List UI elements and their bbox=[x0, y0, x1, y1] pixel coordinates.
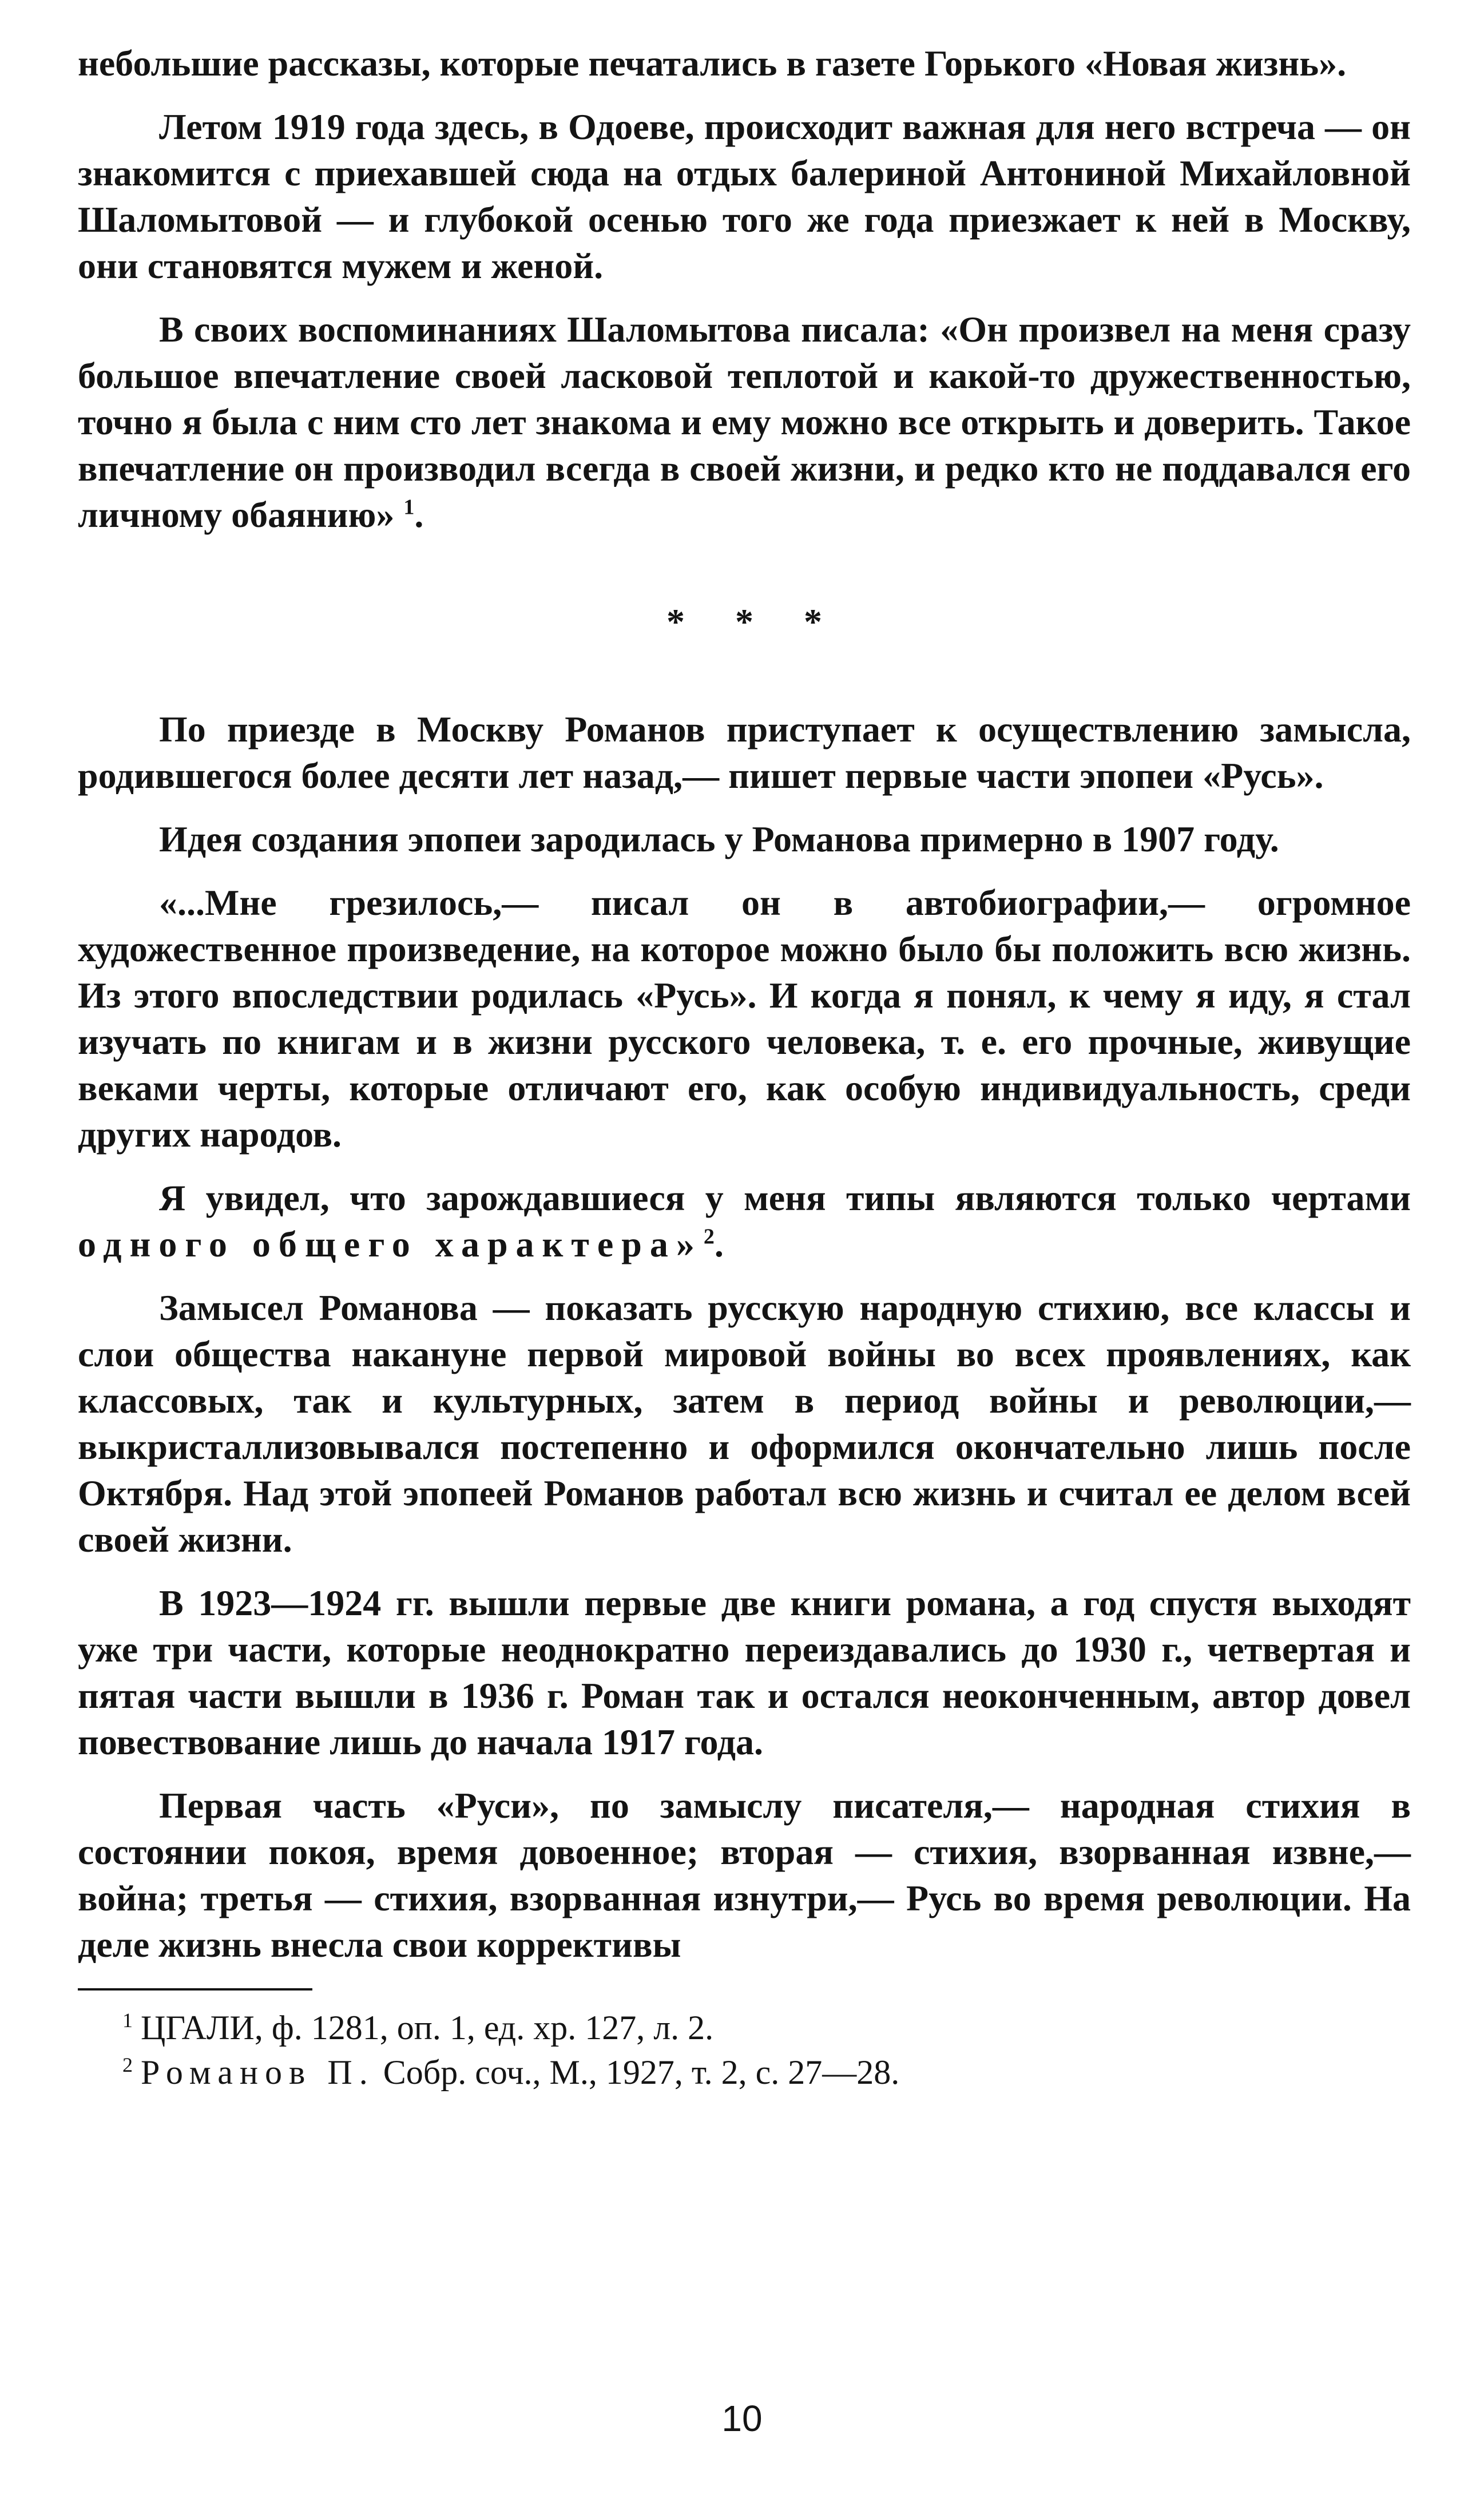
footnote-ref-2[interactable]: 2 bbox=[703, 1224, 715, 1249]
paragraph-1-text: небольшие рассказы, которые печатались в газете Горького «Новая жизнь». bbox=[78, 43, 1347, 84]
page-number: 10 bbox=[721, 2398, 763, 2439]
paragraph-10-text: Первая часть «Руси», по замыслу писателя,— народная стихия в состоянии покоя, время довоенное; вторая — стихия, взорванная извне,— война; третья — стихия, взорванная изнутри,— Русь во время революции. На деле жизнь внесла свои коррективы bbox=[78, 1785, 1411, 1965]
footnote-1 bbox=[78, 2005, 1411, 2050]
paragraph-3 bbox=[78, 306, 1411, 538]
paragraph-7-tail: . bbox=[714, 1224, 724, 1264]
paragraph-8 bbox=[78, 1284, 1411, 1563]
footnote-divider bbox=[78, 1988, 312, 1991]
paragraph-4 bbox=[78, 706, 1411, 799]
page-body bbox=[78, 40, 1411, 2095]
paragraph-1 bbox=[78, 40, 1411, 86]
paragraph-3-end: . bbox=[414, 494, 424, 535]
paragraph-5-text: Идея создания эпопеи зародилась у Романова примерно в 1907 году. bbox=[159, 819, 1279, 859]
paragraph-3-text: В своих воспоминаниях Шаломытова писала: «Он произвел на меня сразу большое впечатление своей ласковой теплотой и какой-то дружественностью, точно я была с ним сто лет знакома и ему можно все открыть и доверить. Такое впечатление он производил всегда в своей жизни, и редко кто не поддавался его личному обаянию» bbox=[78, 309, 1411, 535]
paragraph-7-emphasis: одного общего характера bbox=[78, 1224, 676, 1264]
paragraph-8-text: Замысел Романова — показать русскую народную стихию, все классы и слои общества накануне первой мировой войны во всех проявлениях, как классовых, так и культурных, затем в период войны и революции,— выкристаллизовывался постепенно и оформился окончательно лишь после Октября. Над этой эпопеей Романов работал всю жизнь и считал ее делом всей своей жизни. bbox=[78, 1287, 1411, 1560]
paragraph-7-start: Я увидел, что зарождавшиеся у меня типы являются только чертами bbox=[159, 1177, 1411, 1218]
paragraph-7-quote-end: » bbox=[676, 1224, 695, 1264]
footnote-ref-1[interactable]: 1 bbox=[403, 495, 415, 520]
paragraph-9-text: В 1923—1924 гг. вышли первые две книги романа, а год спустя выходят уже три части, которые неоднократно переиздавались до 1930 г., четвертая и пятая части вышли в 1936 г. Роман так и остался неоконченным, автор довел повествование лишь до начала 1917 года. bbox=[78, 1583, 1411, 1762]
paragraph-6 bbox=[78, 879, 1411, 1157]
paragraph-5 bbox=[78, 816, 1411, 862]
paragraph-10 bbox=[78, 1782, 1411, 1968]
paragraph-7 bbox=[78, 1175, 1411, 1267]
paragraph-9 bbox=[78, 1580, 1411, 1765]
section-separator: * * * bbox=[666, 601, 843, 642]
footnote-1-text: ЦГАЛИ, ф. 1281, оп. 1, ед. хр. 127, л. 2. bbox=[141, 2009, 714, 2047]
footnote-2-number: 2 bbox=[122, 2053, 133, 2076]
paragraph-4-text: По приезде в Москву Романов приступает к осуществлению замысла, родившегося более десяти лет назад,— пишет первые части эпопеи «Русь». bbox=[78, 709, 1411, 796]
footnote-2 bbox=[78, 2050, 1411, 2095]
footnote-2-author: Романов П. bbox=[141, 2053, 375, 2091]
paragraph-2 bbox=[78, 104, 1411, 289]
paragraph-6-text: «...Мне грезилось,— писал он в автобиографии,— огромное художественное произведение, на которое можно было бы положить всю жизнь. Из этого впоследствии родилась «Русь». И когда я понял, к чему я иду, я стал изучать по книгам и в жизни русского человека, т. е. его прочные, живущие веками черты, которые отличают его, как особую индивидуальность, среди других народов. bbox=[78, 882, 1411, 1155]
footnote-1-number: 1 bbox=[122, 2009, 133, 2032]
footnote-2-text: Собр. соч., М., 1927, т. 2, с. 27—28. bbox=[374, 2053, 900, 2091]
paragraph-2-text: Летом 1919 года здесь, в Одоеве, происходит важная для него встреча — он знакомится с приехавшей сюда на отдых балериной Антониной Михайловной Шаломытовой — и глубокой осенью того же года приезжает к ней в Москву, они становятся мужем и женой. bbox=[78, 106, 1411, 286]
